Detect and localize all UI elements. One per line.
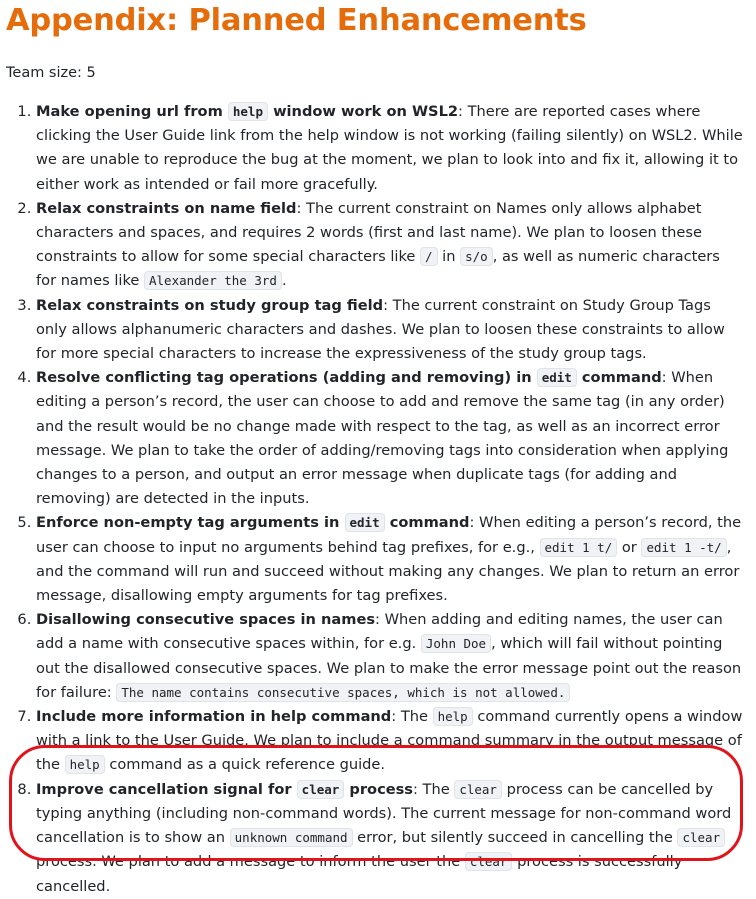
item-heading: Enforce non-empty tag arguments in edit command [36,514,470,532]
inline-code: unknown command [230,828,353,847]
inline-code: edit [537,368,577,387]
page-title: Appendix: Planned Enhancements [6,3,587,38]
list-item: 6. Disallowing consecutive spaces in names: When adding and editing names, the user can add a name with consecutive spaces within, for e.g. John Doe , which will fail without pointing out the disallowed consecutive spaces. We plan to make the error message point out the reason for failure: The name contains consecutive spaces, which is not allowed. [36,608,744,705]
inline-code: edit [345,513,385,532]
inline-code: help [228,102,268,121]
list-item [36,100,744,197]
item-description: : When editing a person’s record, the user can choose to add and remove the same tag (in any order) and the result would be no change made with respect to the tag, as well as an incorrect error message. We plan to take the order of adding/removing tags into consideration when applying changes to a person, and output an error message when duplicate tags (for adding and removing) are detected in the inputs. [36,369,729,508]
inline-code: / [420,247,438,266]
item-heading: Resolve conflicting tag operations (adding and removing) in edit command [36,369,662,387]
inline-code: help [65,755,105,774]
item-heading: Include more information in help command [36,708,392,726]
inline-code: clear [677,828,725,847]
list-item: 2. Relax constraints on name field: The current constraint on Names only allows alphabet characters and spaces, and requires 2 words (first and last name). We plan to loosen these constraints to allow for some special characters like / in s/o , as well as numeric characters for names like Alexander the 3rd . [36,197,744,294]
inline-code: edit 1 -t/ [641,538,726,557]
item-description: : The current constraint on Study Group Tags only allows alphanumeric characters and dashes. We plan to loosen these constraints to allow for more special characters to increase the expressiveness of the study group tags. [36,296,725,363]
item-description: : There are reported cases where clicking the User Guide link from the help window is not working (failing silently) on WSL2. While we are unable to reproduce the bug at the moment, we plan to look into and fix it, allowing it to either work as intended or fail more gracefully. [36,103,743,193]
list-item [36,366,744,511]
inline-code: s/o [460,247,493,266]
inline-code: clear [465,852,513,871]
inline-code: help [433,707,473,726]
inline-code: edit 1 t/ [540,538,618,557]
inline-code: clear [297,780,345,799]
inline-code: The name contains consecutive spaces, which is not allowed. [116,683,570,702]
item-heading: Relax constraints on name field [36,199,297,217]
enhancements-list [0,100,744,899]
item-heading: Improve cancellation signal for clear process [36,780,413,798]
item-heading: Make opening url from help window work on WSL2 [36,103,459,120]
item-heading: Disallowing consecutive spaces in names [36,611,376,629]
inline-code: clear [454,780,502,799]
list-item: 8. Improve cancellation signal for clear process: The clear process can be cancelled by typing anything (including non-command words). The current message for non-command word cancellation is to show an unknown command error, but silently succeed in cancelling the clear process. We plan to add a message to inform the user the clear process is successfully cancelled. [36,778,744,899]
inline-code: John Doe [421,634,491,653]
list-item: 5. Enforce non-empty tag arguments in edit command: When editing a person’s record, the user can choose to input no arguments behind tag prefixes, for e.g., edit 1 t/ or edit 1 -t/ , and the command will run and succeed without making any changes. We plan to return an error message, disallowing empty arguments for tag prefixes. [36,511,744,608]
inline-code: Alexander the 3rd [144,271,282,290]
list-item [36,294,744,367]
list-item: 7. Include more information in help command: The help command currently opens a window with a link to the User Guide. We plan to include a command summary in the output message of the help command as a quick reference guide. [36,705,744,778]
item-heading: Relax constraints on study group tag field [36,296,384,314]
team-size: Team size: 5 [6,65,96,81]
